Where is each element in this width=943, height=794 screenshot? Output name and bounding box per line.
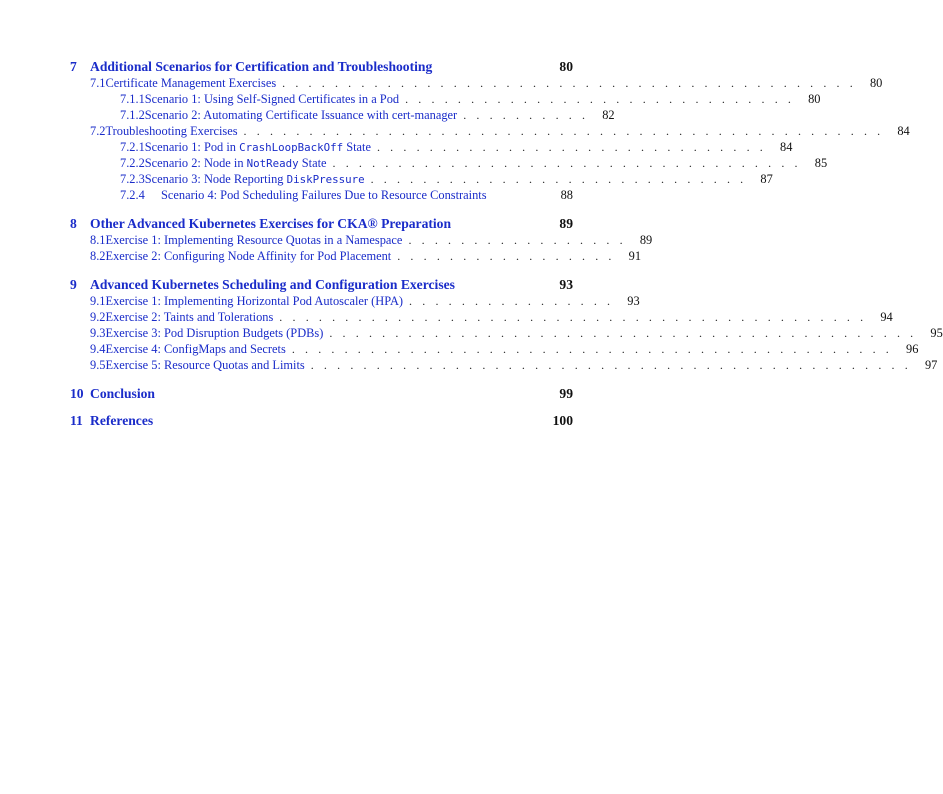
toc-page-number[interactable]: 93: [627, 294, 640, 308]
toc-number: 9.4: [90, 342, 106, 356]
toc-title-link[interactable]: Exercise 5: Resource Quotas and Limits: [105, 358, 305, 372]
toc-subsubsection-7-2-3[interactable]: [70, 171, 773, 187]
leader-dots: . . . . . . . . . . . . . . . . . . . . . . . . . . . . .: [370, 172, 747, 186]
title-text: Scenario 3: Node Reporting: [144, 172, 287, 186]
toc-subsubsection-7-1-1[interactable]: [70, 91, 821, 107]
toc-subsection-9-5[interactable]: [70, 357, 938, 373]
toc-number: 7.2.1: [120, 140, 145, 154]
toc-number: 8.1: [90, 233, 106, 247]
toc-page-number[interactable]: 96: [906, 342, 919, 356]
leader-dots: . . . . . . . . . . . . . . . .: [409, 294, 614, 308]
leader-dots: . . . . . . . . . .: [463, 108, 589, 122]
toc-subsubsection-7-2-2[interactable]: [70, 155, 828, 171]
leader-dots: . . . . . . . . . . . . . . . . . . . . . . . . . . . . . . . . . . . . . . . . . . . . . .: [291, 342, 893, 356]
toc-subsubsection-7-2-4[interactable]: [70, 187, 573, 203]
toc-number: 7.2.2: [120, 156, 145, 170]
toc-subsubsection-7-1-2[interactable]: [70, 107, 615, 123]
leader-dots: . . . . . . . . . . . . . . . . . . . . . . . . . . . . . .: [405, 92, 795, 106]
toc-number: 9: [70, 277, 77, 292]
toc-subsection-8-1[interactable]: [70, 232, 653, 248]
toc-section-10[interactable]: [70, 385, 573, 402]
toc-subsection-9-1[interactable]: [70, 293, 640, 309]
leader-dots: . . . . . . . . . . . . . . . . . . . . . . . . . . . . . . . . . . . . . . . . . . . . .: [279, 310, 867, 324]
toc-number: 7.2.3: [120, 172, 145, 186]
toc-title-link[interactable]: Additional Scenarios for Certification and Troubleshooting: [90, 59, 433, 74]
toc-page-number[interactable]: 89: [559, 216, 573, 231]
toc-section-8[interactable]: [70, 215, 573, 232]
toc-page-number[interactable]: 93: [559, 277, 573, 292]
leader-dots: . . . . . . . . . . . . . . . . . . . . . . . . . . . . . .: [376, 140, 767, 154]
toc-page-number[interactable]: 89: [639, 233, 653, 247]
toc-page-number[interactable]: 97: [924, 358, 938, 372]
toc-title-link[interactable]: Scenario 2: Automating Certificate Issuance with cert-manager: [144, 108, 458, 122]
toc-number: 7: [70, 59, 77, 74]
leader-dots: . . . . . . . . . . . . . . . . . . . . . . . . . . . . . . . . . . . . . . . . . . . . .: [329, 326, 917, 340]
toc-page-number[interactable]: 85: [814, 156, 828, 170]
title-text: State: [343, 140, 371, 154]
toc-number: 7.1.2: [120, 108, 145, 122]
toc-title-link[interactable]: Exercise 3: Pod Disruption Budgets (PDBs): [105, 326, 324, 340]
toc-page-number[interactable]: 80: [869, 76, 883, 90]
toc-number: 9.2: [90, 310, 106, 324]
toc-section-11[interactable]: [70, 412, 573, 429]
toc-title-link[interactable]: Exercise 4: ConfigMaps and Secrets: [105, 342, 286, 356]
toc-number: 7.1.1: [120, 92, 145, 106]
leader-dots: . . . . . . . . . . . . . . . . .: [408, 233, 627, 247]
toc-page-number[interactable]: 82: [602, 108, 615, 122]
leader-dots: . . . . . . . . . . . . . . . . . . . . . . . . . . . . . . . . . . . .: [332, 156, 802, 170]
title-text: State: [298, 156, 327, 170]
toc-number: 8.2: [90, 249, 106, 263]
toc-title-link[interactable]: Certificate Management Exercises: [105, 76, 277, 90]
toc-page-number[interactable]: 100: [552, 413, 573, 428]
table-of-contents: [70, 58, 943, 429]
toc-title-link[interactable]: Scenario 1: Using Self-Signed Certificates in a Pod: [144, 92, 400, 106]
toc-number: 9.1: [90, 294, 106, 308]
toc-subsection-7-2[interactable]: [70, 123, 910, 139]
leader-dots: . . . . . . . . . . . . . . . . . . . . . . . . . . . . . . . . . . . . . . . . . . . .: [282, 76, 857, 90]
toc-number: 10: [70, 386, 84, 401]
toc-section-9[interactable]: [70, 276, 573, 293]
toc-title-link[interactable]: [145, 155, 327, 172]
toc-page-number[interactable]: 84: [897, 124, 910, 138]
toc-subsection-8-2[interactable]: [70, 248, 642, 264]
toc-page-number[interactable]: 88: [560, 188, 573, 202]
toc-page-number[interactable]: 80: [808, 92, 821, 106]
toc-page-number[interactable]: 84: [780, 140, 793, 154]
toc-page-number[interactable]: 91: [628, 249, 642, 263]
toc-title-link[interactable]: Exercise 2: Configuring Node Affinity for Pod Placement: [105, 249, 392, 263]
toc-title-link[interactable]: Advanced Kubernetes Scheduling and Configuration Exercises: [90, 277, 455, 292]
toc-subsubsection-7-2-1[interactable]: [70, 139, 793, 155]
toc-title-link[interactable]: Other Advanced Kubernetes Exercises for CKA® Preparation: [90, 216, 452, 231]
toc-number: 8: [70, 216, 77, 231]
toc-subsection-7-1[interactable]: [70, 75, 883, 91]
leader-dots: . . . . . . . . . . . . . . . . .: [397, 249, 616, 263]
code-term: CrashLoopBackOff: [239, 141, 344, 154]
leader-dots: . . . . . . . . . . . . . . . . . . . . . . . . . . . . . . . . . . . . . . . . . . . . . .: [310, 358, 912, 372]
toc-title-link[interactable]: [145, 139, 371, 156]
toc-title-link[interactable]: Conclusion: [90, 386, 155, 401]
toc-page-number[interactable]: 95: [930, 326, 943, 340]
toc-number: 9.3: [90, 326, 106, 340]
title-text: Scenario 1: Pod in: [144, 140, 240, 154]
title-text: Scenario 2: Node in: [144, 156, 247, 170]
toc-subsection-9-3[interactable]: [70, 325, 943, 341]
toc-number: 7.1: [90, 76, 106, 90]
code-term: NotReady: [246, 157, 299, 170]
toc-title-link[interactable]: Exercise 1: Implementing Horizontal Pod Autoscaler (HPA): [105, 294, 404, 308]
toc-number: 11: [70, 413, 83, 428]
toc-page-number[interactable]: 94: [880, 310, 893, 324]
toc-number: 7.2: [90, 124, 106, 138]
toc-page-number[interactable]: 99: [559, 386, 573, 401]
toc-number: 9.5: [90, 358, 106, 372]
toc-title-link[interactable]: Troubleshooting Exercises: [105, 124, 238, 138]
toc-title-link[interactable]: [145, 171, 365, 188]
leader-dots: . . . . . . . . . . . . . . . . . . . . . . . . . . . . . . . . . . . . . . . . . . . . . . . . .: [243, 124, 884, 138]
toc-title-link[interactable]: References: [90, 413, 154, 428]
code-term: DiskPressure: [286, 173, 365, 186]
toc-subsection-9-4[interactable]: [70, 341, 919, 357]
toc-title-link[interactable]: Scenario 4: Pod Scheduling Failures Due to Resource Constraints: [161, 188, 487, 202]
toc-title-link[interactable]: Exercise 2: Taints and Tolerations: [105, 310, 274, 324]
toc-number: 7.2.4: [120, 188, 145, 202]
toc-page-number[interactable]: 87: [760, 172, 773, 186]
toc-subsection-9-2[interactable]: [70, 309, 893, 325]
toc-title-link[interactable]: Exercise 1: Implementing Resource Quotas in a Namespace: [105, 233, 403, 247]
toc-page-number[interactable]: 80: [559, 59, 573, 74]
toc-section-7[interactable]: [70, 58, 573, 75]
